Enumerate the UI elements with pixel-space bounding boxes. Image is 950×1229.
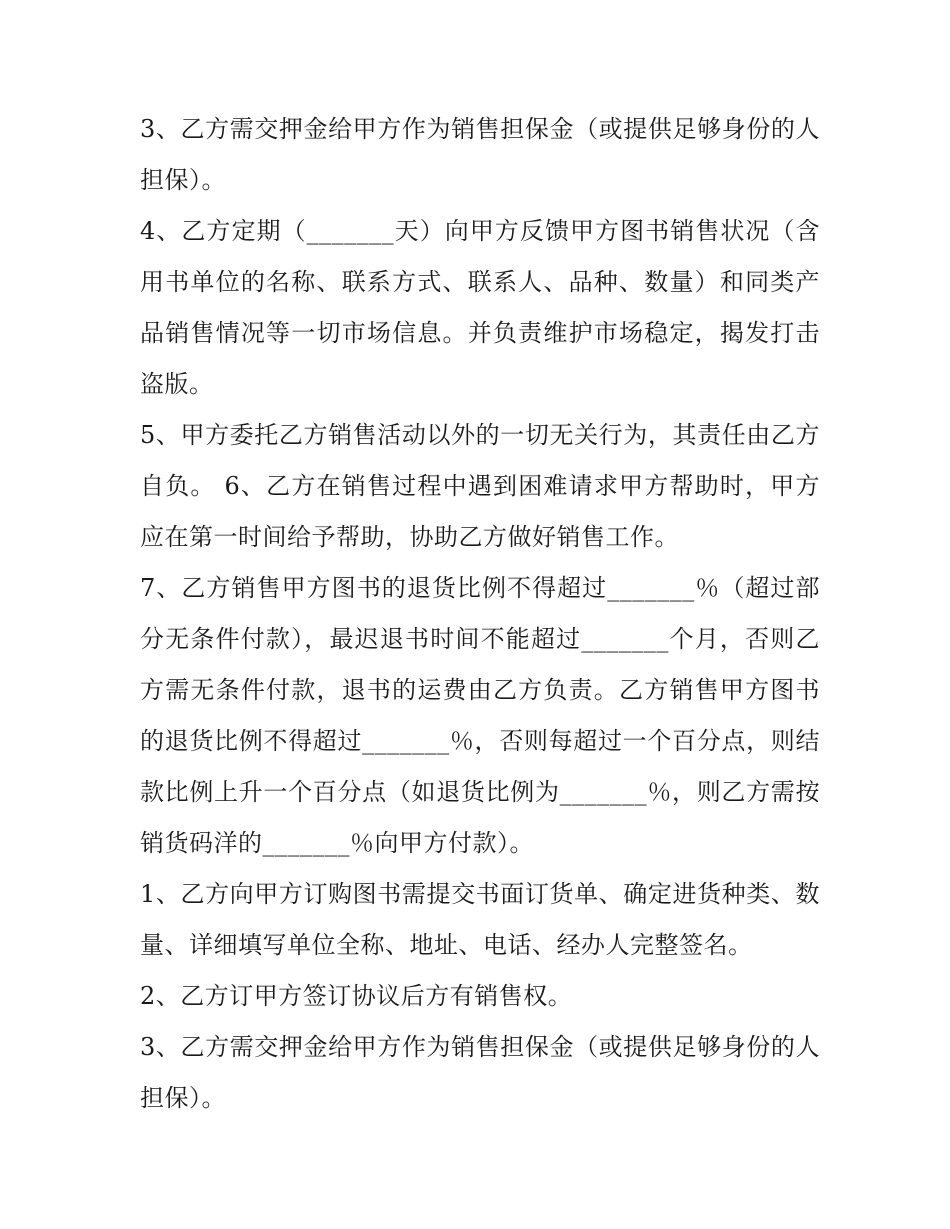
paragraph-liability-assistance: 5、甲方委托乙方销售活动以外的一切无关行为，其责任由乙方自负。 6、乙方在销售过程中遇到困难请求甲方帮助时，甲方应在第一时间给予帮助，协助乙方做好销售工作。 bbox=[140, 421, 820, 551]
paragraph-sales-right: 2、乙方订甲方签订协议后方有销售权。 bbox=[140, 982, 573, 1010]
paragraph-deposit-guarantee-repeat: 3、乙方需交押金给甲方作为销售担保金（或提供足够身份的人担保）。 bbox=[140, 1033, 820, 1112]
paragraph-sales-feedback: 4、乙方定期（_______天）向甲方反馈甲方图书销售状况（含用书单位的名称、联系方式、联系人、品种、数量）和同类产品销售情况等一切市场信息。并负责维护市场稳定，揭发打击盗版。 bbox=[140, 217, 820, 398]
paragraph-order-form: 1、乙方向甲方订购图书需提交书面订货单、确定进货种类、数量、详细填写单位全称、地址、电话、经办人完整签名。 bbox=[140, 880, 820, 959]
paragraph-deposit-guarantee: 3、乙方需交押金给甲方作为销售担保金（或提供足够身份的人担保）。 bbox=[140, 115, 820, 194]
document-body bbox=[140, 104, 820, 1124]
paragraph-return-ratio: 7、乙方销售甲方图书的退货比例不得超过_______％（超过部分无条件付款），最迟退书时间不能超过_______个月，否则乙方需无条件付款，退书的运费由乙方负责。乙方销售甲方图书的退货比例不得超过_______％，否则每超过一个百分点，则结款比例上升一个百分点（如退货比例为_______％，则乙方需按销货码洋的_______％向甲方付款）。 bbox=[140, 574, 820, 857]
